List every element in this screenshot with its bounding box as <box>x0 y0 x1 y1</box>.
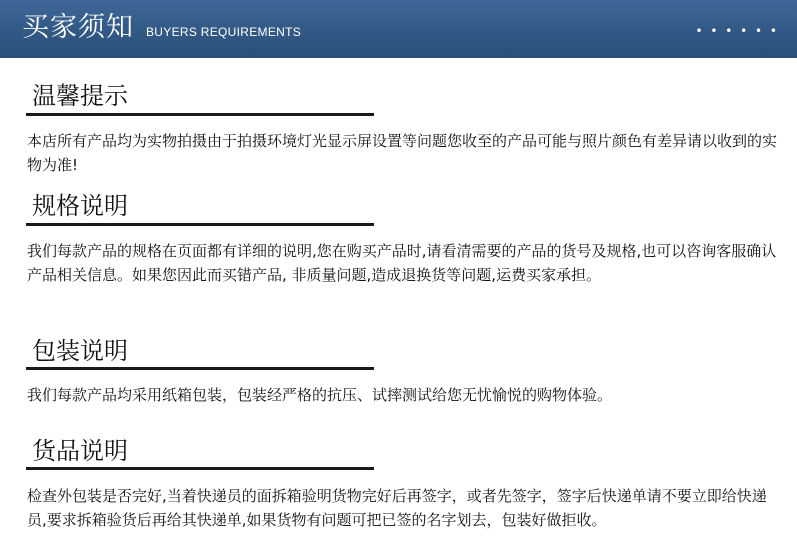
section-text: 本店所有产品均为实物拍摄由于拍摄环境灯光显示屏设置等问题您收至的产品可能与照片颜色有差异请以收到的实物为准! <box>27 132 778 174</box>
section-text: 我们每款产品的规格在页面都有详细的说明,您在购买产品时,请看清需要的产品的货号及规格,也可以咨询客服确认产品相关信息。如果您因此而买错产品, 非质量问题,造成退换货等问题,运费买家承担。 <box>27 242 777 284</box>
dots-icon: • • • • • • <box>695 24 779 38</box>
section-title: 包装说明 <box>32 337 128 365</box>
section-text: 我们每款产品均采用纸箱包装，包装经严格的抗压、试摔测试给您无忧愉悦的购物体验。 <box>27 386 613 404</box>
section-divider <box>26 223 374 226</box>
section-text: 检查外包装是否完好,当着快递员的面拆箱验明货物完好后再签字，或者先签字，签字后快递单请不要立即给快递员,要求拆箱验货后再给其快递单,如果货物有问题可把已签的名字划去，包装好做拒收。 <box>27 487 767 529</box>
section-title: 货品说明 <box>32 437 128 465</box>
header-banner <box>0 0 797 58</box>
section-title: 规格说明 <box>32 192 128 220</box>
section-divider <box>26 367 374 370</box>
section-divider <box>26 467 374 470</box>
banner-subtitle: BUYERS REQUIREMENTS <box>146 25 302 39</box>
section-title: 温馨提示 <box>32 82 128 110</box>
banner-title: 买家须知 <box>22 12 134 43</box>
section-divider <box>26 113 374 116</box>
